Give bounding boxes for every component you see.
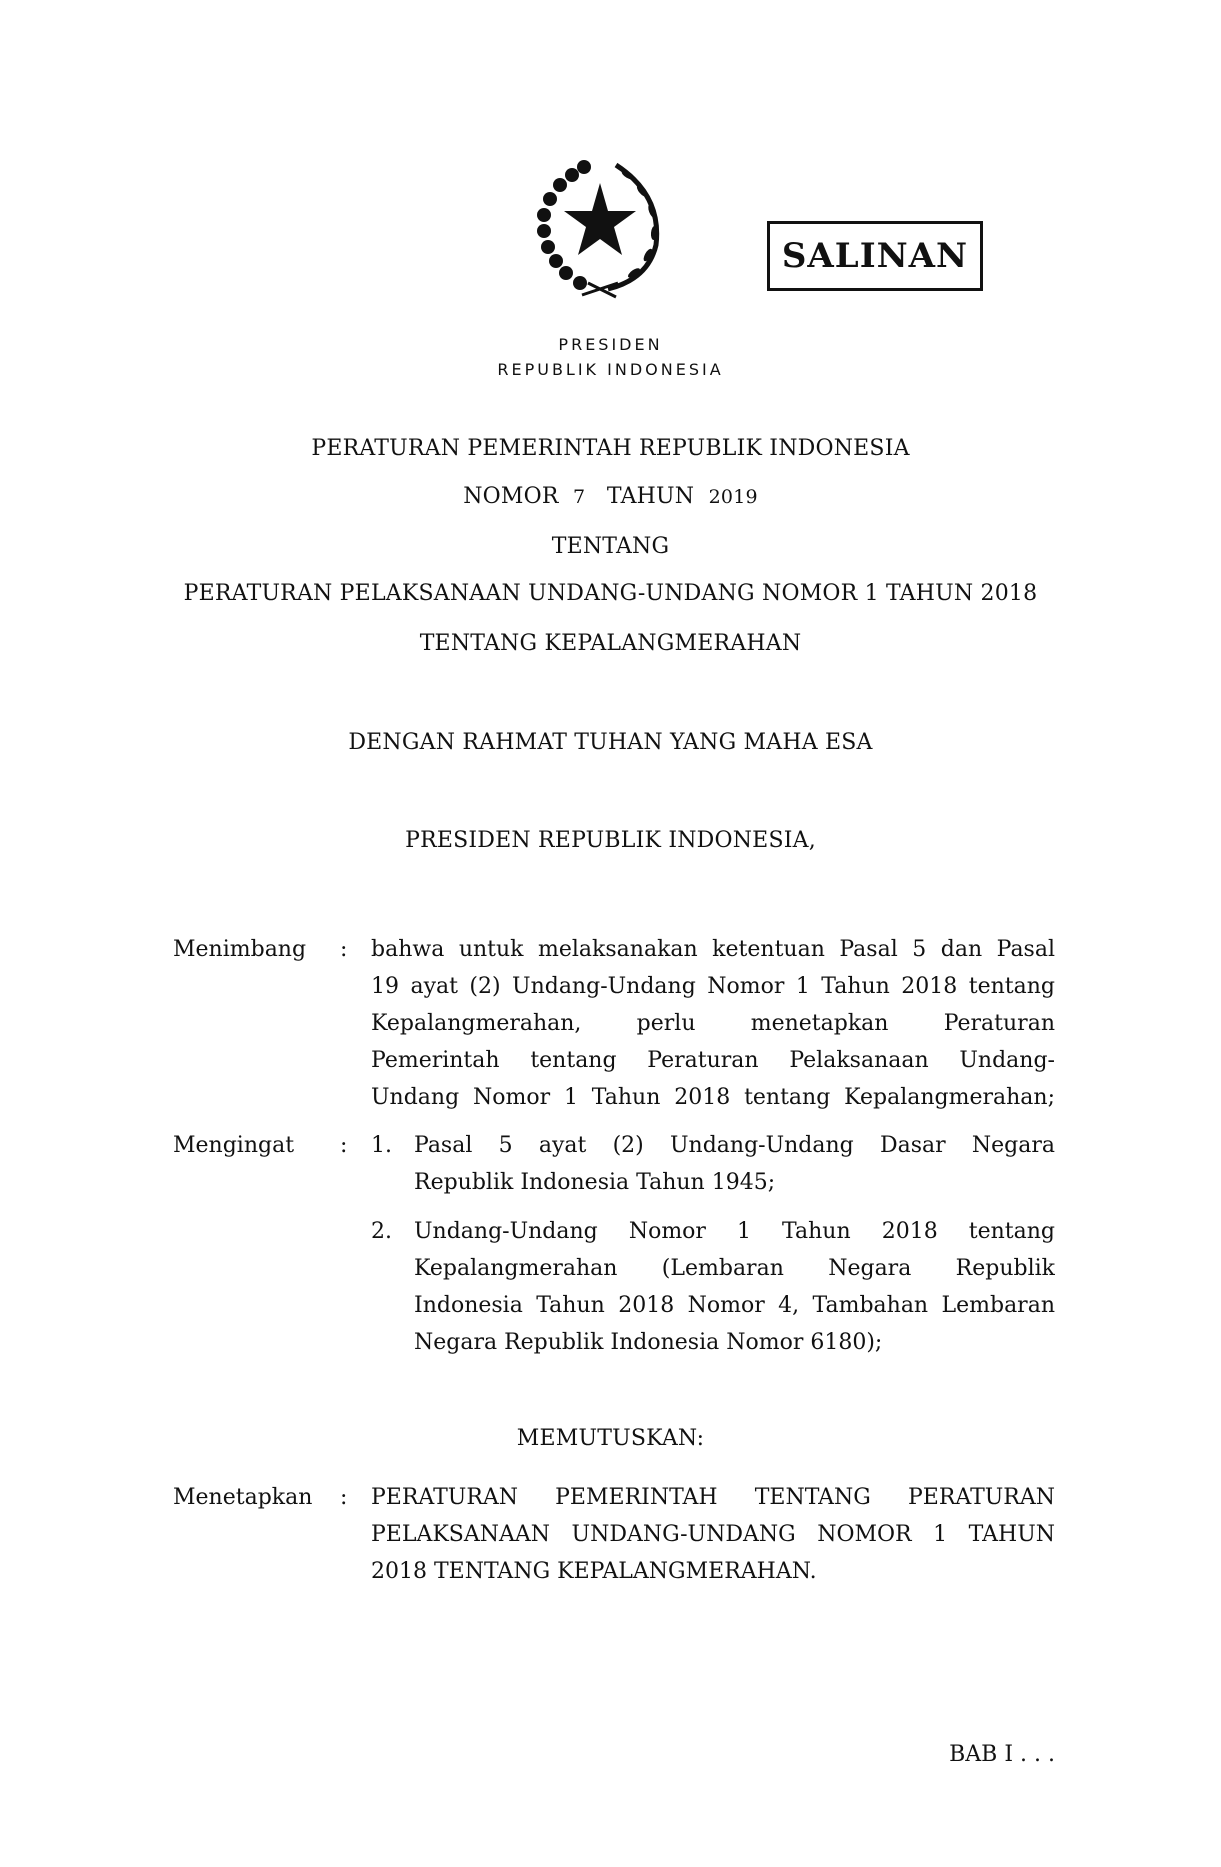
mengingat-line: Negara Republik Indonesia Nomor 6180);	[414, 1330, 883, 1355]
menimbang-label: Menimbang	[173, 937, 307, 962]
nomor-label: NOMOR	[463, 484, 559, 509]
memutuskan-heading: MEMUTUSKAN:	[516, 1426, 705, 1451]
mengingat-line: Undang-Undang Nomor 1 Tahun 2018 tentang	[414, 1219, 1055, 1244]
menimbang-line: 19 ayat (2) Undang-Undang Nomor 1 Tahun 2018 tentang	[371, 974, 1055, 999]
office-line1: PRESIDEN	[558, 335, 663, 354]
title-line5: TENTANG KEPALANGMERAHAN	[419, 631, 802, 656]
menetapkan-line: PELAKSANAAN UNDANG-UNDANG NOMOR 1 TAHUN	[371, 1522, 1055, 1547]
menimbang-line: Undang Nomor 1 Tahun 2018 tentang Kepalangmerahan;	[371, 1085, 1055, 1110]
colon: :	[340, 1133, 348, 1158]
item-number: 2.	[371, 1219, 392, 1244]
item-number: 1.	[371, 1133, 392, 1158]
title-line1: PERATURAN PEMERINTAH REPUBLIK INDONESIA	[311, 436, 910, 461]
menimbang-line: Kepalangmerahan, perlu menetapkan Peraturan	[371, 1011, 1055, 1036]
menimbang-line: bahwa untuk melaksanakan ketentuan Pasal 5 dan Pasal	[371, 937, 1055, 962]
salinan-stamp	[767, 221, 983, 291]
menetapkan-line: PERATURAN PEMERINTAH TENTANG PERATURAN	[371, 1485, 1055, 1510]
mengingat-line: Indonesia Tahun 2018 Nomor 4, Tambahan Lembaran	[414, 1293, 1055, 1318]
presidential-emblem	[532, 155, 668, 303]
next-page-marker: BAB I . . .	[949, 1742, 1055, 1767]
colon: :	[340, 1485, 348, 1510]
colon: :	[340, 937, 348, 962]
mengingat-label: Mengingat	[173, 1133, 295, 1158]
title-tentang: TENTANG	[551, 534, 670, 559]
menetapkan-line: 2018 TENTANG KEPALANGMERAHAN.	[371, 1559, 817, 1584]
mengingat-line: Kepalangmerahan (Lembaran Negara Republik	[414, 1256, 1055, 1281]
rahmat-line: DENGAN RAHMAT TUHAN YANG MAHA ESA	[348, 730, 873, 755]
tahun-value: 2019	[708, 486, 758, 508]
stamp-text: SALINAN	[781, 236, 969, 276]
office-line2: REPUBLIK INDONESIA	[497, 360, 724, 379]
tahun-label: TAHUN	[606, 484, 695, 509]
title-nomor	[0, 484, 1221, 509]
mengingat-line: Republik Indonesia Tahun 1945;	[414, 1170, 776, 1195]
presiden-line: PRESIDEN REPUBLIK INDONESIA,	[405, 828, 816, 853]
menimbang-line: Pemerintah tentang Peraturan Pelaksanaan Undang-	[371, 1048, 1055, 1073]
nomor-value: 7	[573, 486, 586, 508]
title-line4: PERATURAN PELAKSANAAN UNDANG-UNDANG NOMOR 1 TAHUN 2018	[183, 581, 1038, 606]
menetapkan-label: Menetapkan	[173, 1485, 313, 1510]
mengingat-line: Pasal 5 ayat (2) Undang-Undang Dasar Negara	[414, 1133, 1055, 1158]
